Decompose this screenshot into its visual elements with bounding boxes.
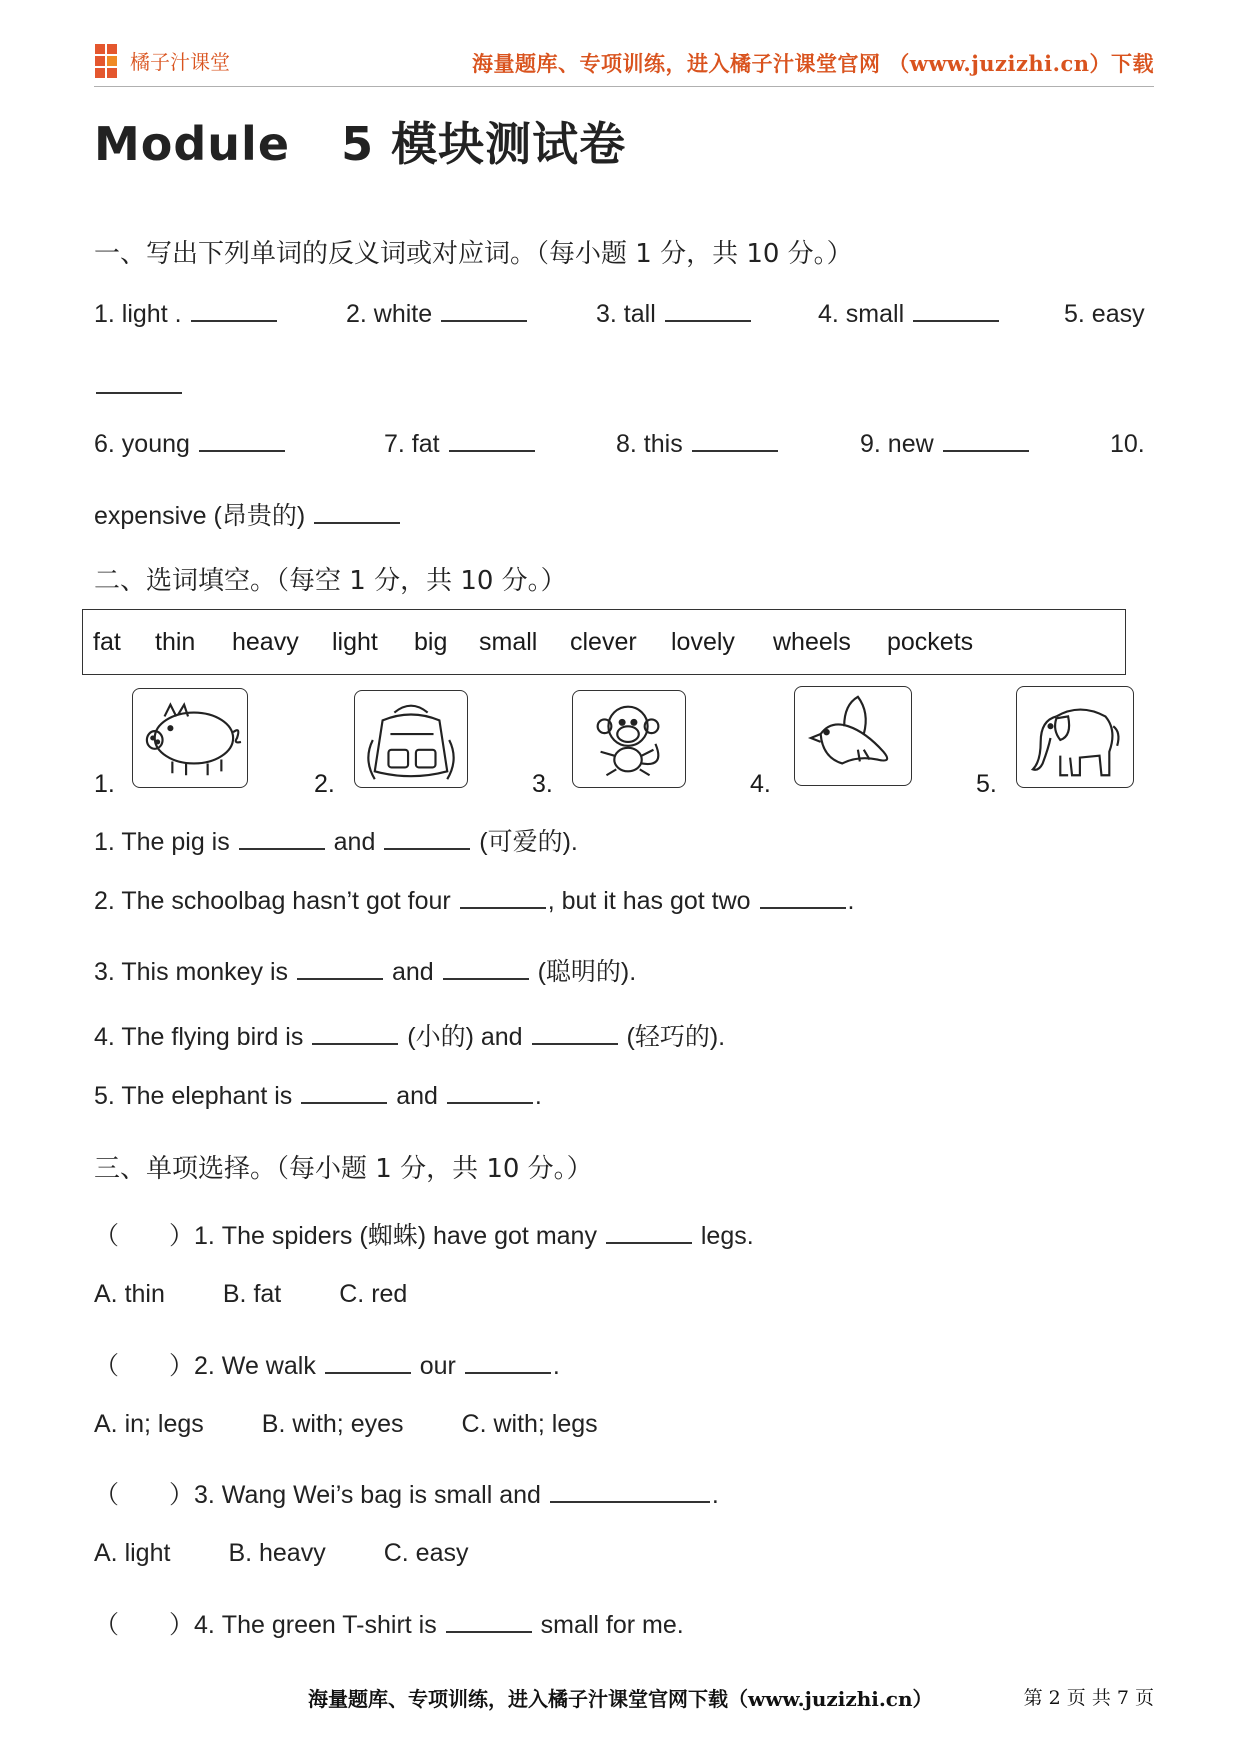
monkey-icon <box>572 690 686 788</box>
picture-label: 4. <box>750 770 771 798</box>
s3-options-2: A. in; legs B. with; eyes C. with; legs <box>94 1410 598 1438</box>
word-bank-item: wheels <box>773 628 851 656</box>
picture-label: 3. <box>532 770 553 798</box>
s1-item-1: 1. light . <box>94 300 279 329</box>
word-bank-item: small <box>479 628 538 656</box>
s3-options-1: A. thin B. fat C. red <box>94 1280 408 1308</box>
word-bank-item: thin <box>155 628 196 656</box>
footer-text: 海量题库、专项训练，进入橘子汁课堂官网下载（www.juzizhi.cn） <box>308 1687 933 1711</box>
word-bank-item: big <box>414 628 448 656</box>
header-divider <box>94 86 1154 87</box>
s1-item-9: 9. new <box>860 430 1031 459</box>
s3-question-2: （ ）2. We walk our . <box>94 1352 560 1380</box>
s1-item-5: 5. easy <box>1064 300 1145 328</box>
s1-item-7: 7. fat <box>384 430 537 459</box>
s2-sentence-1: 1. The pig is and (可爱的). <box>94 828 578 856</box>
s1-item-6: 6. young <box>94 430 287 459</box>
section2-heading: 二、选词填空。（每空 1 分，共 10 分。） <box>94 566 567 596</box>
word-bank-item: heavy <box>232 628 299 656</box>
elephant-icon <box>1016 686 1134 788</box>
word-bank-item: fat <box>93 628 121 656</box>
s1-item-10: 10. <box>1110 430 1145 458</box>
word-bank-item: light <box>332 628 378 656</box>
word-bank-item: pockets <box>887 628 974 656</box>
word-bank-item: lovely <box>671 628 735 656</box>
word-bank-box <box>82 609 1126 675</box>
s1-item-5-blank <box>94 372 184 401</box>
pig-icon <box>132 688 248 788</box>
s1-item-2: 2. white <box>346 300 529 329</box>
section1-heading: 一、写出下列单词的反义词或对应词。（每小题 1 分，共 10 分。） <box>94 239 853 269</box>
s3-question-1: （ ）1. The spiders (蜘蛛) have got many legs. <box>94 1222 754 1250</box>
s3-question-4: （ ）4. The green T-shirt is small for me. <box>94 1611 684 1639</box>
page-number: 第 2 页 共 7 页 <box>1023 1687 1154 1709</box>
s1-item-10-word: expensive (昂贵的) <box>94 496 402 532</box>
picture-label: 5. <box>976 770 997 798</box>
s2-sentence-2: 2. The schoolbag hasn’t got four , but it has got two . <box>94 887 855 915</box>
picture-label: 2. <box>314 770 335 798</box>
header-slogan: 海量题库、专项训练，进入橘子汁课堂官网 （www.juzizhi.cn）下载 <box>471 51 1154 76</box>
page-title: Module 5 模块测试卷 <box>94 117 627 171</box>
picture-label: 1. <box>94 770 115 798</box>
s1-item-4: 4. small <box>818 300 1001 329</box>
s2-sentence-4: 4. The flying bird is (小的) and (轻巧的). <box>94 1023 726 1051</box>
word-bank-item: clever <box>570 628 637 656</box>
section3-heading: 三、单项选择。（每小题 1 分，共 10 分。） <box>94 1154 593 1184</box>
s1-item-8: 8. this <box>616 430 780 459</box>
s3-question-3: （ ）3. Wang Wei’s bag is small and . <box>94 1481 719 1509</box>
orange-grid-logo-icon <box>95 44 131 78</box>
bird-icon <box>794 686 912 786</box>
brand-name: 橘子汁课堂 <box>130 50 230 74</box>
s1-item-3: 3. tall <box>596 300 753 329</box>
schoolbag-icon <box>354 690 468 788</box>
s2-sentence-3: 3. This monkey is and (聪明的). <box>94 958 637 986</box>
s3-options-3: A. light B. heavy C. easy <box>94 1539 469 1567</box>
s2-sentence-5: 5. The elephant is and . <box>94 1082 542 1110</box>
